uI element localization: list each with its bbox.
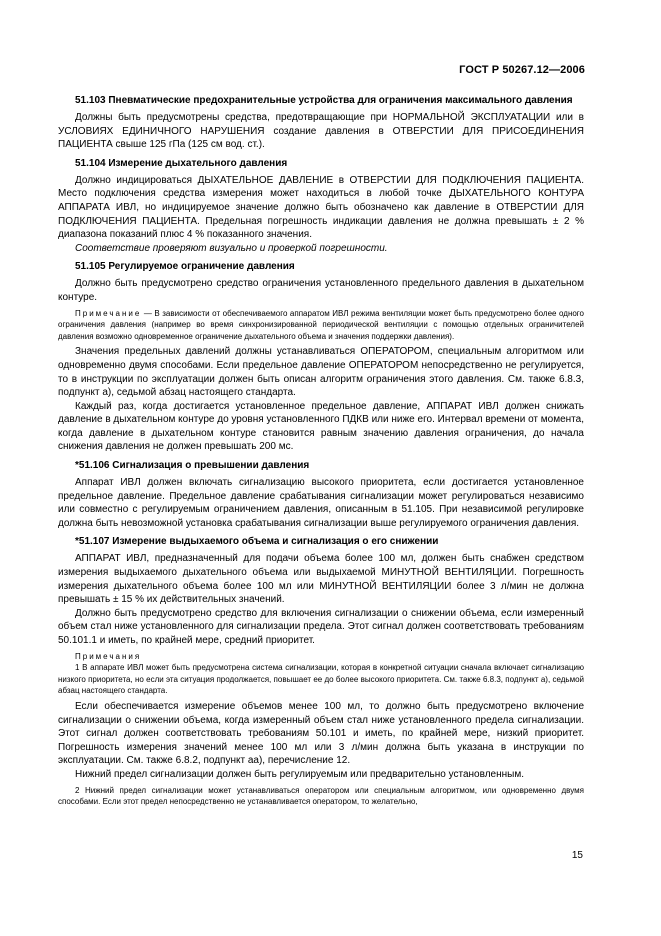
heading-51-106: *51.106 Сигнализация о превышении давления xyxy=(75,460,310,472)
paragraph-51-104-compliance: Соответствие проверяют визуально и проверкой погрешности. xyxy=(75,242,388,254)
paragraph-51-107-2: Должно быть предусмотрено средство для включения сигнализации о снижении объема, если измеренный объем стал ниже установленного для сигнализации предела. Этот сигнал должен соответствовать требованиям 50.101.1 и иметь, по крайней мере, средний приоритет. xyxy=(58,607,584,646)
paragraph-51-105-3: Каждый раз, когда достигается установленное предельное давление, АППАРАТ ИВЛ должен снижать давление в дыхательном контуре до уровня установленного ПДКВ или ниже его. Интервал времени от момента, когда давление в дыхательном контуре становится равным значению давления ограничения, до начала снижения давления не должен превышать 200 мс. xyxy=(58,400,584,453)
note-label: Примечание xyxy=(75,308,142,318)
heading-51-104: 51.104 Измерение дыхательного давления xyxy=(75,157,288,169)
paragraph-51-107-3: Если обеспечивается измерение объемов менее 100 мл, то должно быть предусмотрено включение сигнализации о снижении объема, когда измеренный объем стал ниже установленного предела сигнализации. Этот сигнал должен соответствовать требованиям 50.101 и иметь, по крайней мере, низкий приоритет. Погрешность измерения значений менее 100 мл или 3 л/мин должна быть указана в инструкции по эксплуатации. См. также 6.8.2, подпункт аа), перечисление 12. xyxy=(58,700,584,767)
standard-designation: ГОСТ Р 50267.12—2006 xyxy=(459,64,585,76)
note-51-105 xyxy=(58,308,584,343)
notes-label: Примечания xyxy=(75,651,142,661)
paragraph-51-107-4: Нижний предел сигнализации должен быть регулируемым или предварительно установленным. xyxy=(75,768,524,780)
heading-51-103: 51.103 Пневматические предохранительные устройства для ограничения максимального давления xyxy=(75,95,573,106)
paragraph-51-107-1: АППАРАТ ИВЛ, предназначенный для подачи объема более 100 мл, должен быть снабжен средством измерения выдыхаемого дыхательного объема или выдыхаемой МИНУТНОЙ ВЕНТИЛЯЦИИ. Погрешность измерения дыхательного объема более 100 мл или МИНУТНОЙ ВЕНТИЛЯЦИИ более 3 л/мин не должна превышать ± 15 % их действительных значений. xyxy=(58,553,584,606)
page-number: 15 xyxy=(571,850,583,861)
note-text: — В зависимости от обеспечиваемого аппаратом ИВЛ режима вентиляции может быть предусмотрено более одного ограничения давления (например во время синхронизированной периодической вентиляции с помощью отдельных ограничителей давления возможно одновременное ограничение дыхательного объема и значения поддержки давления). xyxy=(58,308,584,341)
heading-51-107: *51.107 Измерение выдыхаемого объема и сигнализация о его снижении xyxy=(75,536,439,548)
heading-51-105: 51.105 Регулируемое ограничение давления xyxy=(75,261,295,273)
paragraph-51-103-1: Должны быть предусмотрены средства, предотвращающие при НОРМАЛЬНОЙ ЭКСПЛУАТАЦИИ или в УСЛОВИЯХ ЕДИНИЧНОГО НАРУШЕНИЯ создание давления в ОТВЕРСТИИ ДЛЯ ПРИСОЕДИНЕНИЯ ПАЦИЕНТА свыше 125 гПа (125 см вод. ст.). xyxy=(58,112,584,151)
document-body xyxy=(58,94,584,808)
paragraph-51-105-1: Должно быть предусмотрено средство ограничения установленного предельного давления в дыхательном контуре. xyxy=(58,278,584,303)
paragraph-51-106-1: Аппарат ИВЛ должен включать сигнализацию высокого приоритета, если достигается установленное предельное давление. Предельное давление срабатывания сигнализации может регулироваться независимо или совместно с регулируемым ограничением давления, описанным в 51.105. При независимой регулировке должна быть невозможной установка срабатывания сигнализации выше регулируемого ограничения давления. xyxy=(58,477,584,529)
paragraph-51-104-1: Должно индицироваться ДЫХАТЕЛЬНОЕ ДАВЛЕНИЕ в ОТВЕРСТИИ ДЛЯ ПОДКЛЮЧЕНИЯ ПАЦИЕНТА. Место подключения средства измерения может находиться в любой точке ДЫХАТЕЛЬНОГО КОНТУРА АППАРАТА ИВЛ, но индицируемое значение должно быть обозначено как давление в ОТВЕРСТИИ ДЛЯ ПОДКЛЮЧЕНИЯ ПАЦИЕНТА. Предельная погрешность индикации давления не должна превышать ± 2 % диапазона показаний плюс 4 % показанного значения. xyxy=(58,174,584,241)
note-51-107-1: 1 В аппарате ИВЛ может быть предусмотрена система сигнализации, которая в конкретной ситуации сначала включает сигнализацию низкого приоритета, но если эта ситуация продолжается, повышает ее до более высокого приоритета. См. также 6.8.3, подпункт а), седьмой абзац настоящего стандарта. xyxy=(58,663,584,696)
note-51-107-2: 2 Нижний предел сигнализации может устанавливаться оператором или специальным алгоритмом, или одновременно двумя способами. Если этот предел непосредственно не устанавливается оператором, то желательно, xyxy=(58,785,584,807)
paragraph-51-105-2: Значения предельных давлений должны устанавливаться ОПЕРАТОРОМ, специальным алгоритмом или одновременно двумя способами. Если предельное давление ОПЕРАТОРОМ непосредственно не регулируется, то в инструкции по эксплуатации должен быть описан алгоритм ограничения этого давления. См. также 6.8.3, подпункт а), седьмой абзац настоящего стандарта. xyxy=(58,346,584,399)
